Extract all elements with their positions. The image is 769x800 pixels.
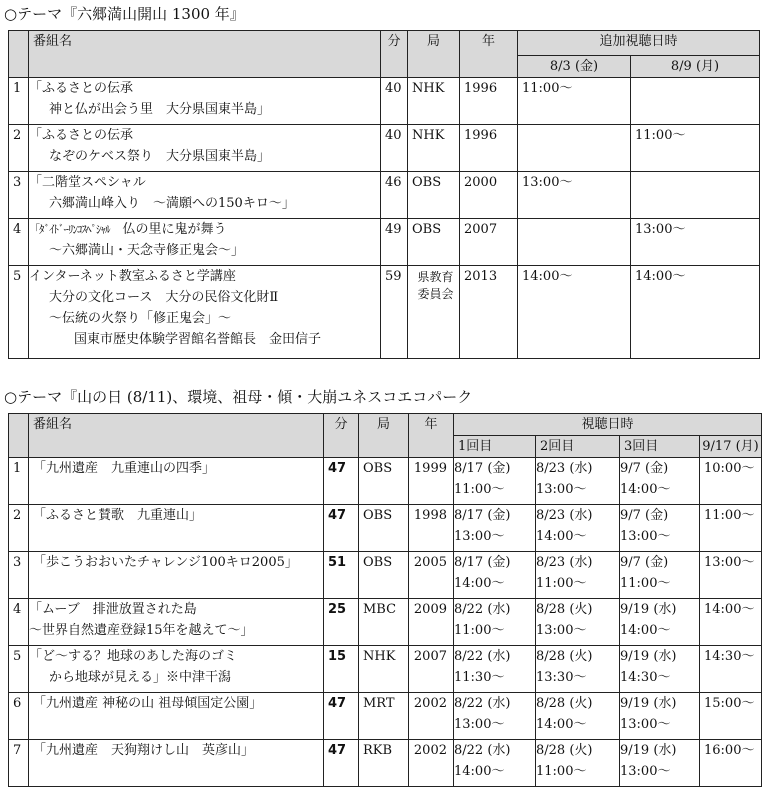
- session-3: 9/7 (金) 11:00〜: [620, 552, 700, 599]
- minutes: 47: [324, 693, 359, 740]
- header-program: 番組名: [29, 31, 381, 78]
- schedule-table-2: [8, 413, 762, 787]
- station: RKB: [359, 740, 409, 787]
- minutes: 40: [381, 125, 408, 172]
- row-no: 4: [9, 599, 29, 646]
- year: 1996: [460, 125, 518, 172]
- station: NHK: [408, 125, 460, 172]
- table-row: [9, 458, 762, 505]
- program-title: インターネット教室ふるさと学講座 大分の文化コース 大分の民俗文化財Ⅱ 〜伝統の火祭り「修正鬼会」〜 国東市歴史体験学習館名誉館長 金田信子: [29, 266, 381, 359]
- session-4: 11:00〜: [700, 505, 762, 552]
- station: MBC: [359, 599, 409, 646]
- minutes: 46: [381, 172, 408, 219]
- section1-title: ○テーマ『六郷満山開山 1300 年』: [4, 5, 245, 23]
- session-2: 8/28 (火) 13:30〜: [536, 646, 620, 693]
- program-title: 「二階堂スペシャル 六郷満山峰入り 〜満願への150キロ〜」: [29, 172, 381, 219]
- session-1: 8/17 (金) 11:00〜: [454, 458, 536, 505]
- header-station: 局: [408, 31, 460, 78]
- header-extra-viewing: 追加視聴日時: [518, 31, 760, 56]
- header-session-4: 9/17 (月): [700, 436, 762, 458]
- program-title: 「ど〜する？地球のあした海のゴミ から地球が見える」※中津干潟: [29, 646, 324, 693]
- station: OBS: [408, 172, 460, 219]
- table-row: [9, 172, 760, 219]
- program-title: 「九州遺産 神秘の山 祖母傾国定公園」: [29, 693, 324, 740]
- minutes: 51: [324, 552, 359, 599]
- table-row: [9, 219, 760, 266]
- program-title: 「ふるさと賛歌 九重連山」: [29, 505, 324, 552]
- minutes: 59: [381, 266, 408, 359]
- program-title: 「ふるさとの伝承 なぞのケベス祭り 大分県国東半島」: [29, 125, 381, 172]
- minutes: 15: [324, 646, 359, 693]
- date-2-time: 14:00〜: [631, 266, 760, 359]
- year: 1996: [460, 78, 518, 125]
- header-no: [9, 31, 29, 78]
- year: 2013: [460, 266, 518, 359]
- table-row: [9, 552, 762, 599]
- minutes: 40: [381, 78, 408, 125]
- row-no: 7: [9, 740, 29, 787]
- station: OBS: [359, 505, 409, 552]
- row-no: 3: [9, 552, 29, 599]
- session-1: 8/22 (水) 13:00〜: [454, 693, 536, 740]
- row-no: 5: [9, 646, 29, 693]
- year: 2002: [409, 740, 454, 787]
- session-3: 9/19 (水) 13:00〜: [620, 740, 700, 787]
- section2-title: ○テーマ『山の日 (8/11)、環境、祖母・傾・大崩ユネスコエコパーク: [4, 388, 473, 406]
- station: 県教育 委員会: [408, 266, 460, 359]
- session-2: 8/23 (水) 13:00〜: [536, 458, 620, 505]
- minutes: 49: [381, 219, 408, 266]
- date-1-time: 14:00〜: [518, 266, 631, 359]
- station: NHK: [408, 78, 460, 125]
- station: OBS: [408, 219, 460, 266]
- header-no: [9, 414, 29, 458]
- table-row: [9, 599, 762, 646]
- program-title: 「ふるさとの伝承 神と仏が出会う里 大分県国東半島」: [29, 78, 381, 125]
- date-1-time: 11:00〜: [518, 78, 631, 125]
- header-year: 年: [409, 414, 454, 458]
- date-1-time: [518, 219, 631, 266]
- session-4: 14:30〜: [700, 646, 762, 693]
- session-1: 8/17 (金) 13:00〜: [454, 505, 536, 552]
- program-title: 「歩こうおおいたチャレンジ100キロ2005」: [29, 552, 324, 599]
- year: 2005: [409, 552, 454, 599]
- date-2-time: [631, 172, 760, 219]
- session-1: 8/22 (水) 11:30〜: [454, 646, 536, 693]
- session-3: 9/19 (水) 14:00〜: [620, 599, 700, 646]
- date-2-time: 11:00〜: [631, 125, 760, 172]
- date-1-time: [518, 125, 631, 172]
- session-4: 15:00〜: [700, 693, 762, 740]
- row-no: 1: [9, 458, 29, 505]
- station: OBS: [359, 552, 409, 599]
- header-date-1: 8/3 (金): [518, 56, 631, 78]
- row-no: 3: [9, 172, 29, 219]
- program-title: 「ﾀﾞｲﾄﾞｰﾘﾝｺｽﾍﾟｼｬﾙ 仏の里に鬼が舞う 〜六郷満山・天念寺修正鬼会〜」: [29, 219, 381, 266]
- date-2-time: 13:00〜: [631, 219, 760, 266]
- date-2-time: [631, 78, 760, 125]
- session-3: 9/19 (水) 14:30〜: [620, 646, 700, 693]
- row-no: 4: [9, 219, 29, 266]
- minutes: 47: [324, 740, 359, 787]
- session-2: 8/23 (水) 14:00〜: [536, 505, 620, 552]
- row-no: 5: [9, 266, 29, 359]
- session-3: 9/19 (水) 13:00〜: [620, 693, 700, 740]
- schedule-table-1: [8, 30, 760, 359]
- header-station: 局: [359, 414, 409, 458]
- header-session-2: 2回目: [536, 436, 620, 458]
- session-3: 9/7 (金) 14:00〜: [620, 458, 700, 505]
- year: 2000: [460, 172, 518, 219]
- row-no: 1: [9, 78, 29, 125]
- session-4: 14:00〜: [700, 599, 762, 646]
- session-3: 9/7 (金) 13:00〜: [620, 505, 700, 552]
- year: 2009: [409, 599, 454, 646]
- session-1: 8/22 (水) 11:00〜: [454, 599, 536, 646]
- program-title: 「ムーブ 排泄放置された島 〜世界自然遺産登録15年を越えて〜」: [29, 599, 324, 646]
- header-year: 年: [460, 31, 518, 78]
- table-row: [9, 646, 762, 693]
- date-1-time: 13:00〜: [518, 172, 631, 219]
- header-date-2: 8/9 (月): [631, 56, 760, 78]
- year: 2007: [409, 646, 454, 693]
- minutes: 47: [324, 458, 359, 505]
- header-session-1: 1回目: [454, 436, 536, 458]
- station: OBS: [359, 458, 409, 505]
- session-1: 8/17 (金) 14:00〜: [454, 552, 536, 599]
- table-row: [9, 505, 762, 552]
- program-title: 「九州遺産 天狗翔けし山 英彦山」: [29, 740, 324, 787]
- header-minutes: 分: [324, 414, 359, 458]
- minutes: 47: [324, 505, 359, 552]
- table-row: [9, 125, 760, 172]
- session-4: 13:00〜: [700, 552, 762, 599]
- station: MRT: [359, 693, 409, 740]
- table-row: [9, 78, 760, 125]
- header-program: 番組名: [29, 414, 324, 458]
- row-no: 2: [9, 505, 29, 552]
- session-2: 8/28 (火) 11:00〜: [536, 740, 620, 787]
- session-1: 8/22 (水) 14:00〜: [454, 740, 536, 787]
- year: 1998: [409, 505, 454, 552]
- station: NHK: [359, 646, 409, 693]
- header-minutes: 分: [381, 31, 408, 78]
- session-4: 10:00〜: [700, 458, 762, 505]
- table-row: [9, 693, 762, 740]
- header-session-3: 3回目: [620, 436, 700, 458]
- session-2: 8/23 (水) 11:00〜: [536, 552, 620, 599]
- year: 1999: [409, 458, 454, 505]
- table-row: [9, 740, 762, 787]
- session-2: 8/28 (火) 13:00〜: [536, 599, 620, 646]
- program-title: 「九州遺産 九重連山の四季」: [29, 458, 324, 505]
- session-4: 16:00〜: [700, 740, 762, 787]
- session-2: 8/28 (火) 14:00〜: [536, 693, 620, 740]
- row-no: 6: [9, 693, 29, 740]
- header-viewing: 視聴日時: [454, 414, 762, 436]
- year: 2007: [460, 219, 518, 266]
- row-no: 2: [9, 125, 29, 172]
- table-row: [9, 266, 760, 359]
- year: 2002: [409, 693, 454, 740]
- minutes: 25: [324, 599, 359, 646]
